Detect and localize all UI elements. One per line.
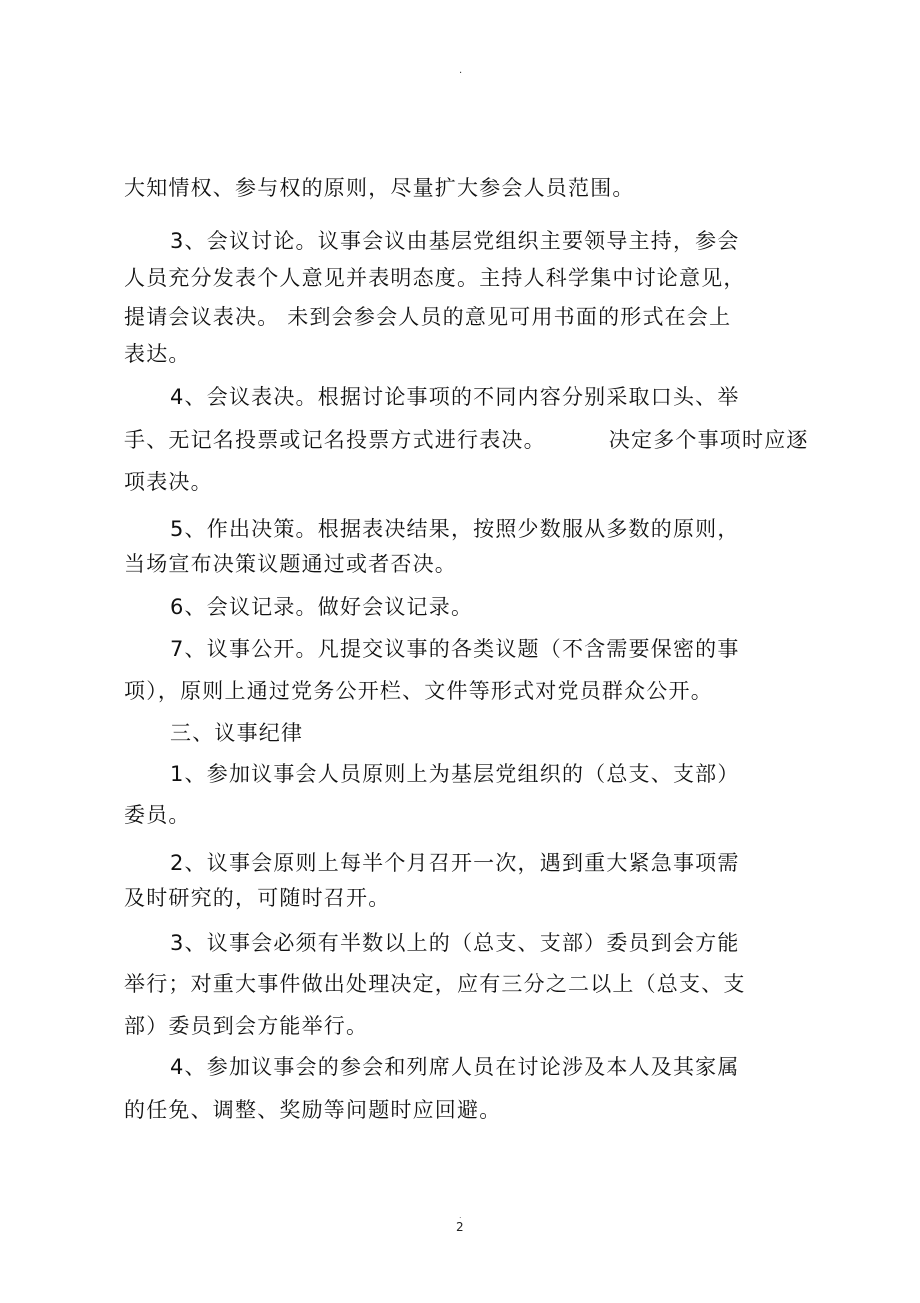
text-line-7: 手、无记名投票或记名投票方式进行表决。 决定多个事项时应逐 <box>124 428 809 452</box>
text-line-20: 举行；对重大事件做出处理决定，应有三分之二以上（总支、支 <box>124 972 746 996</box>
text-line-3: 人员充分发表个人意见并表明态度。主持人科学集中讨论意见， <box>124 266 746 290</box>
text-line-21: 部）委员到会方能举行。 <box>124 1014 369 1038</box>
text-line-16: 委员。 <box>124 803 191 827</box>
section-heading: 三、议事纪律 <box>170 721 304 745</box>
text-line-12: 7、议事公开。凡提交议事的各类议题（不含需要保密的事 <box>170 637 740 661</box>
text-line-6: 4、会议表决。根据讨论事项的不同内容分别采取口头、举 <box>170 385 740 409</box>
text-line-18: 及时研究的，可随时召开。 <box>124 886 391 910</box>
page-number: 2 <box>456 1220 464 1234</box>
text-line-15: 1、参加议事会人员原则上为基层党组织的（总支、支部） <box>170 762 740 786</box>
text-line-2: 3、会议讨论。议事会议由基层党组织主要领导主持，参会 <box>170 229 740 253</box>
text-line-11: 6、会议记录。做好会议记录。 <box>170 595 474 619</box>
top-mark: . <box>459 65 463 76</box>
text-line-13: 项），原则上通过党务公开栏、文件等形式对党员群众公开。 <box>124 679 713 703</box>
bottom-mark: . <box>459 1211 462 1220</box>
text-line-8: 项表决。 <box>124 470 213 494</box>
text-line-19: 3、议事会必须有半数以上的（总支、支部）委员到会方能 <box>170 931 740 955</box>
text-line-1: 大知情权、参与权的原则，尽量扩大参会人员范围。 <box>124 176 635 200</box>
text-line-10: 当场宣布决策议题通过或者否决。 <box>124 552 457 576</box>
text-line-23: 的任免、调整、奖励等问题时应回避。 <box>124 1098 502 1122</box>
text-line-9: 5、作出决策。根据表决结果，按照少数服从多数的原则， <box>170 517 740 541</box>
text-line-22: 4、参加议事会的参会和列席人员在讨论涉及本人及其家属 <box>170 1055 740 1079</box>
text-line-17: 2、议事会原则上每半个月召开一次，遇到重大紧急事项需 <box>170 851 740 875</box>
text-line-4: 提请会议表决。 未到会参会人员的意见可用书面的形式在会上 <box>124 305 732 329</box>
text-line-5: 表达。 <box>124 342 191 366</box>
